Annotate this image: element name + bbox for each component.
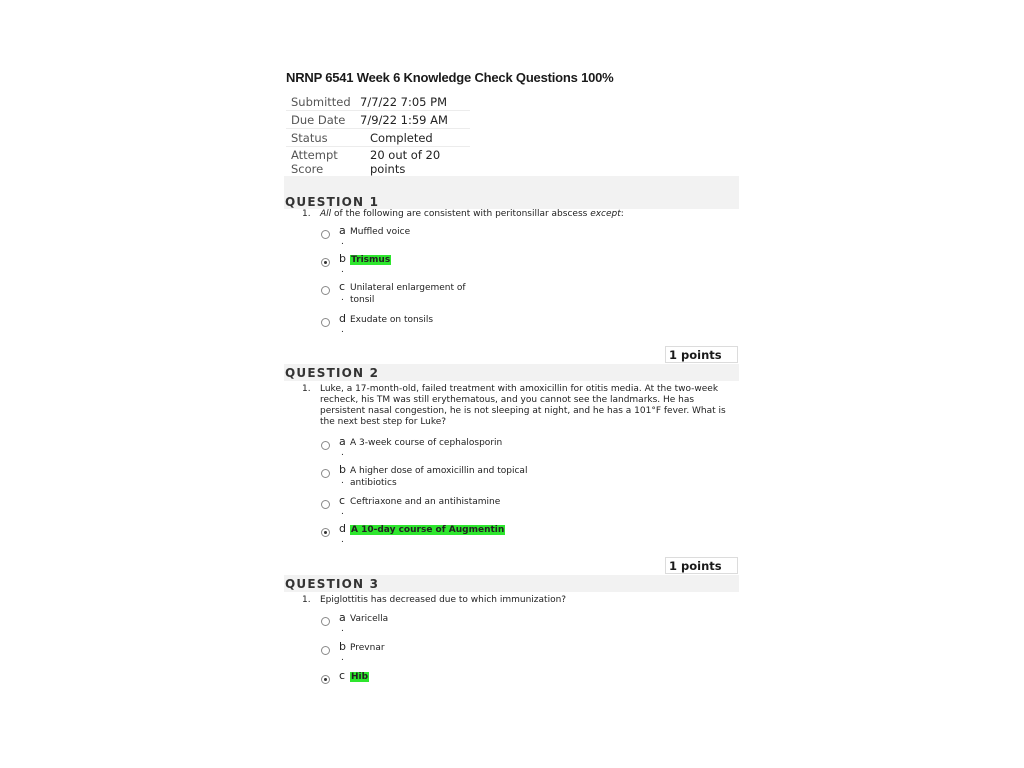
question-1-text-em-all: All: [320, 209, 332, 219]
attempt-score-row: [286, 147, 470, 178]
page-title: NRNP 6541 Week 6 Knowledge Check Questions 100%: [286, 70, 614, 85]
q2-option-a-text: A 3-week course of cephalosporin: [350, 438, 503, 448]
q2-option-b-dot: .: [341, 476, 344, 486]
q2-option-b-radio[interactable]: [321, 469, 330, 478]
question-1-number: 1.: [302, 209, 311, 219]
q3-option-b[interactable]: [321, 640, 385, 663]
question-2-heading: QUESTION 2: [285, 366, 380, 380]
q3-option-c[interactable]: [321, 669, 369, 684]
q2-option-c-text: Ceftriaxone and an antihistamine: [350, 497, 501, 507]
q1-option-b-dot: .: [341, 265, 344, 275]
question-1-text-em-except: except: [590, 209, 621, 219]
q1-option-a-dot: .: [341, 237, 344, 247]
submission-summary: [286, 93, 470, 178]
q1-option-a-letter: a: [339, 224, 346, 237]
due-date-value: 7/9/22 1:59 AM: [360, 113, 448, 127]
q2-option-d-text: A 10-day course of Augmentin: [351, 525, 505, 535]
question-3-text: [302, 595, 738, 606]
q2-option-c-letter: c: [339, 494, 346, 507]
q2-option-d-dot: .: [341, 535, 344, 545]
q2-option-a-radio[interactable]: [321, 441, 330, 450]
q1-option-a[interactable]: [321, 224, 411, 247]
q1-option-a-text: Muffled voice: [350, 227, 411, 237]
attempt-value-line-2: points: [370, 162, 406, 176]
q3-option-a-text: Varicella: [350, 614, 389, 624]
attempt-label-line-1: Attempt: [291, 148, 338, 162]
question-1-text-end: :: [620, 209, 624, 219]
q2-option-d[interactable]: [321, 522, 505, 545]
question-1-heading: QUESTION 1: [285, 195, 380, 209]
question-1-points: 1 points: [665, 346, 738, 363]
q3-option-a[interactable]: [321, 611, 389, 634]
submitted-label: Submitted: [291, 95, 351, 109]
question-2-body: Luke, a 17-month-old, failed treatment with amoxicillin for otitis media. At the two-week recheck, his TM was still erythematous, and you cannot see the landmarks. He has persistent nasal congestion, he is not sleeping at night, and he has a 101°F fever. What is the next best step for Luke?: [320, 384, 726, 427]
status-row: [286, 129, 470, 147]
q2-option-b-text: A higher dose of amoxicillin and topical antibiotics: [350, 466, 528, 488]
q2-option-c-dot: .: [341, 507, 344, 517]
submitted-row: [286, 93, 470, 111]
status-value: Completed: [370, 131, 433, 145]
status-label: Status: [291, 131, 328, 145]
q1-option-c[interactable]: [321, 280, 480, 306]
q2-option-b[interactable]: [321, 463, 550, 489]
q2-option-a-letter: a: [339, 435, 346, 448]
q1-option-d-text: Exudate on tonsils: [350, 315, 434, 325]
q2-option-b-letter: b: [339, 463, 346, 476]
question-2-text: [302, 384, 738, 428]
q1-option-d-dot: .: [341, 325, 344, 335]
attempt-score-value: [366, 147, 440, 177]
q3-option-b-dot: .: [341, 653, 344, 663]
q3-option-a-radio[interactable]: [321, 617, 330, 626]
q2-option-d-letter: d: [339, 522, 346, 535]
q1-option-c-radio[interactable]: [321, 286, 330, 295]
q3-option-c-radio[interactable]: [321, 675, 330, 684]
question-3-heading: QUESTION 3: [285, 577, 380, 591]
question-3-body: Epiglottitis has decreased due to which immunization?: [320, 595, 567, 605]
q2-option-c-radio[interactable]: [321, 500, 330, 509]
q2-option-c[interactable]: [321, 494, 501, 517]
q3-option-c-letter: c: [339, 669, 346, 682]
q3-option-a-letter: a: [339, 611, 346, 624]
q1-option-b[interactable]: [321, 252, 391, 275]
attempt-label-line-2: Score: [291, 162, 324, 176]
q1-option-b-text: Trismus: [351, 255, 391, 265]
question-1-text: [302, 209, 738, 220]
q1-option-b-radio[interactable]: [321, 258, 330, 267]
q3-option-c-text: Hib: [351, 672, 369, 682]
q3-option-a-dot: .: [341, 624, 344, 634]
due-date-label: Due Date: [291, 113, 346, 127]
q1-option-b-letter: b: [339, 252, 346, 265]
question-2-number: 1.: [302, 384, 311, 394]
q1-option-d-letter: d: [339, 312, 346, 325]
q3-option-b-letter: b: [339, 640, 346, 653]
attempt-value-line-1: 20 out of 20: [370, 148, 441, 162]
q2-option-a[interactable]: [321, 435, 503, 458]
question-2-points: 1 points: [665, 557, 738, 574]
q1-option-c-letter: c: [339, 280, 346, 293]
q2-option-a-dot: .: [341, 448, 344, 458]
q1-option-a-radio[interactable]: [321, 230, 330, 239]
submitted-value: 7/7/22 7:05 PM: [360, 95, 448, 109]
q1-option-c-text: Unilateral enlargement of tonsil: [350, 283, 466, 305]
due-date-row: [286, 111, 470, 129]
question-3-number: 1.: [302, 595, 311, 605]
q3-option-b-text: Prevnar: [350, 643, 385, 653]
q2-option-d-radio[interactable]: [321, 528, 330, 537]
q3-option-b-radio[interactable]: [321, 646, 330, 655]
question-1-text-middle: of the following are consistent with peritonsillar abscess: [331, 209, 591, 219]
attempt-score-label: [286, 147, 366, 177]
q1-option-c-dot: .: [341, 293, 344, 303]
q1-option-d-radio[interactable]: [321, 318, 330, 327]
q1-option-d[interactable]: [321, 312, 434, 335]
